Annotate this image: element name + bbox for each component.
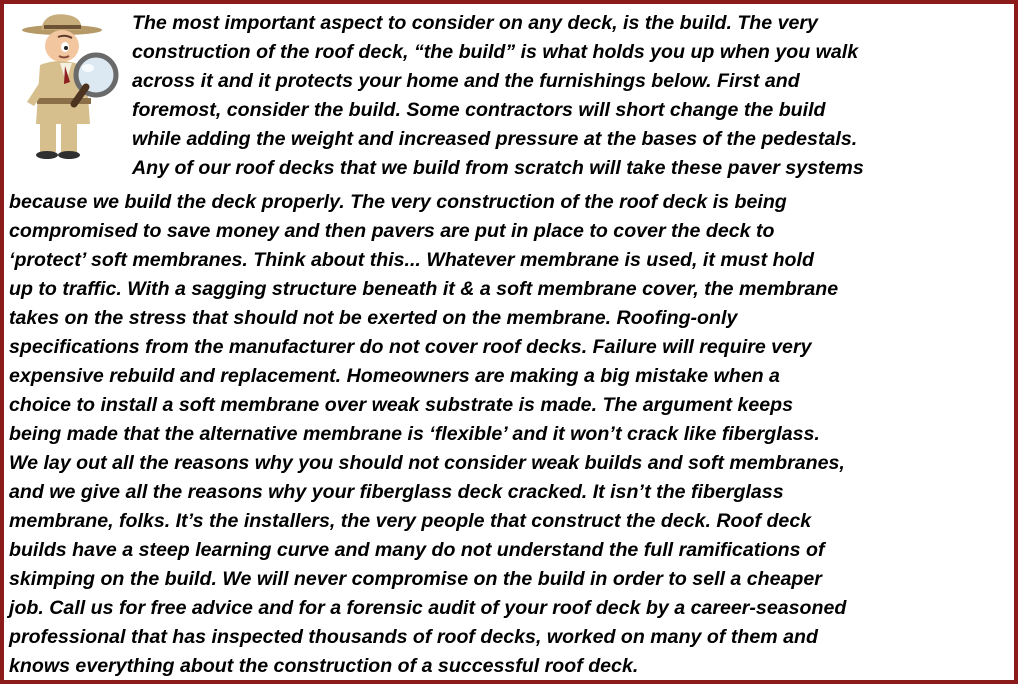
text-line: job. Call us for free advice and for a forensic audit of your roof deck by a career-seasoned: [9, 597, 847, 619]
text-line: takes on the stress that should not be exerted on the membrane. Roofing-only: [9, 307, 738, 329]
text-line: across it and it protects your home and the furnishings below. First and: [132, 70, 800, 92]
text-line: knows everything about the construction of a successful roof deck.: [9, 655, 639, 677]
text-line: foremost, consider the build. Some contractors will short change the build: [132, 99, 826, 121]
text-line: while adding the weight and increased pressure at the bases of the pedestals.: [132, 128, 858, 150]
text-line: because we build the deck properly. The very construction of the roof deck is being: [9, 191, 787, 213]
text-line: construction of the roof deck, “the build” is what holds you up when you walk: [132, 41, 859, 63]
text-line: membrane, folks. It’s the installers, the very people that construct the deck. Roof deck: [9, 510, 812, 532]
text-line: compromised to save money and then pavers are put in place to cover the deck to: [9, 220, 775, 242]
text-line: builds have a steep learning curve and many do not understand the full ramifications of: [9, 539, 825, 561]
text-line: expensive rebuild and replacement. Homeowners are making a big mistake when a: [9, 365, 780, 387]
text-line: ‘protect’ soft membranes. Think about this... Whatever membrane is used, it must hold: [9, 249, 814, 271]
text-line: being made that the alternative membrane is ‘flexible’ and it won’t crack like fiberglass.: [9, 423, 820, 445]
text-line: specifications from the manufacturer do not cover roof decks. Failure will require very: [9, 336, 812, 358]
text-line: and we give all the reasons why your fiberglass deck cracked. It isn’t the fiberglass: [9, 481, 784, 503]
text-line: up to traffic. With a sagging structure beneath it & a soft membrane cover, the membrane: [9, 278, 839, 300]
text-line: Any of our roof decks that we build from scratch will take these paver systems: [132, 157, 864, 179]
text-line: choice to install a soft membrane over weak substrate is made. The argument keeps: [9, 394, 794, 416]
text-line: The most important aspect to consider on any deck, is the build. The very: [132, 12, 818, 34]
detective-with-magnifying-glass-icon: [14, 12, 122, 164]
text-line: professional that has inspected thousands of roof decks, worked on many of them and: [9, 626, 818, 648]
text-line: We lay out all the reasons why you should not consider weak builds and soft membranes,: [9, 452, 845, 474]
text-line: skimping on the build. We will never compromise on the build in order to sell a cheaper: [9, 568, 822, 590]
